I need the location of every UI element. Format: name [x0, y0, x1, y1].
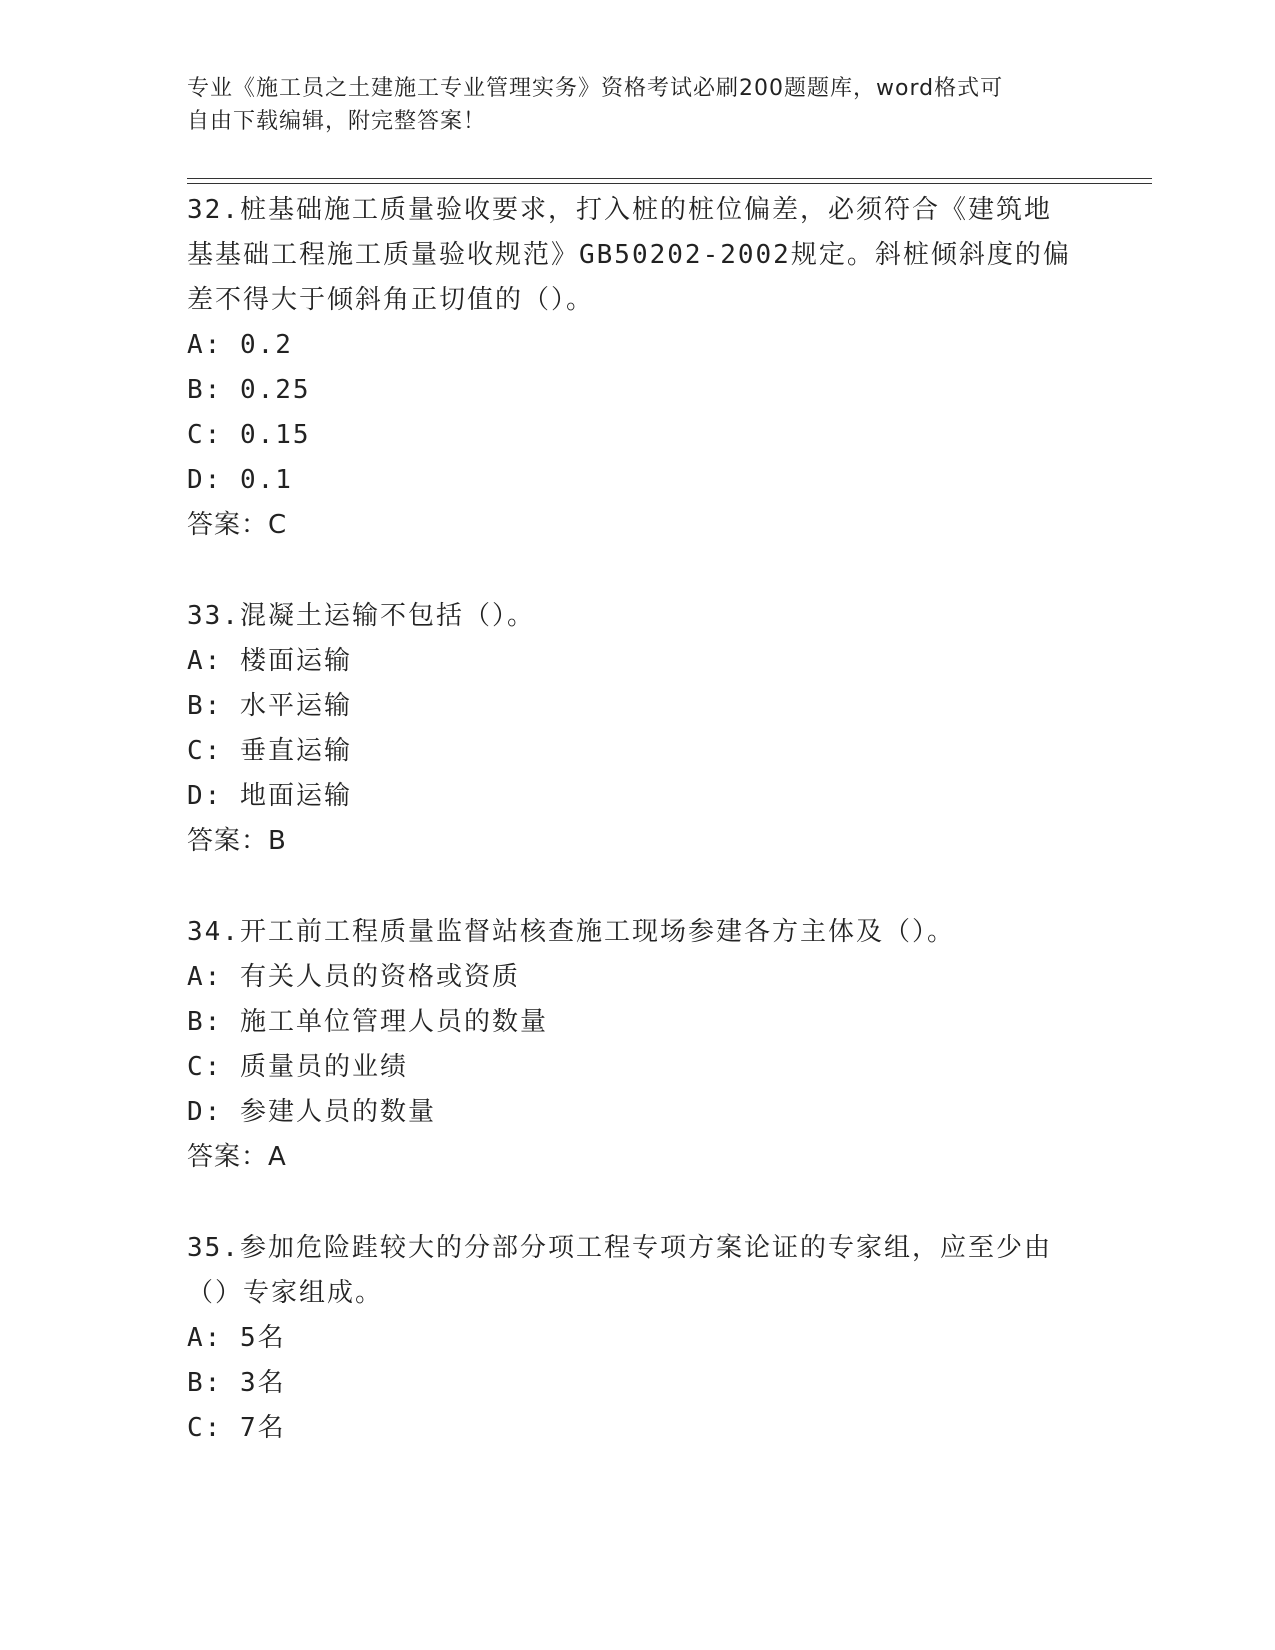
- option-d: D: 0.1: [187, 465, 293, 495]
- option-a: A: 5名: [187, 1323, 286, 1353]
- option-c: C: 质量员的业绩: [187, 1052, 408, 1082]
- question-34: [187, 910, 1087, 1180]
- option-b: B: 3名: [187, 1368, 286, 1398]
- option-a: A: 0.2: [187, 330, 293, 360]
- header-divider-bottom: [187, 183, 1152, 184]
- question-stem-line: 差不得大于倾斜角正切值的（）。: [187, 285, 595, 315]
- option-a: A: 有关人员的资格或资质: [187, 962, 520, 992]
- question-32: [187, 188, 1087, 548]
- question-stem-line: 基基础工程施工质量验收规范》GB50202-2002规定。斜桩倾斜度的偏: [187, 240, 1071, 270]
- header-line-1: 专业《施工员之土建施工专业管理实务》资格考试必刷200题题库，word格式可: [187, 76, 1004, 101]
- option-c: C: 0.15: [187, 420, 311, 450]
- question-stem-line: （）专家组成。: [187, 1278, 384, 1308]
- question-33: [187, 594, 1087, 864]
- option-c: C: 垂直运输: [187, 736, 352, 766]
- option-d: D: 地面运输: [187, 781, 352, 811]
- question-stem-line: 32.桩基础施工质量验收要求，打入桩的桩位偏差，必须符合《建筑地: [187, 195, 1052, 225]
- option-b: B: 施工单位管理人员的数量: [187, 1007, 548, 1037]
- document-header: [187, 72, 1087, 138]
- option-c: C: 7名: [187, 1413, 286, 1443]
- header-divider-top: [187, 178, 1152, 179]
- option-d: D: 参建人员的数量: [187, 1097, 436, 1127]
- answer-line: 答案：C: [187, 510, 288, 540]
- question-stem-line: 35.参加危险跬较大的分部分项工程专项方案论证的专家组，应至少由: [187, 1233, 1052, 1263]
- question-35: [187, 1226, 1087, 1451]
- header-line-2: 自由下载编辑，附完整答案！: [187, 109, 487, 134]
- question-stem-line: 34.开工前工程质量监督站核查施工现场参建各方主体及（）。: [187, 917, 955, 947]
- option-b: B: 水平运输: [187, 691, 352, 721]
- answer-line: 答案：B: [187, 826, 287, 856]
- option-a: A: 楼面运输: [187, 646, 352, 676]
- question-stem-line: 33.混凝土运输不包括（）。: [187, 601, 535, 631]
- question-list: [187, 188, 1087, 1497]
- answer-line: 答案：A: [187, 1142, 287, 1172]
- option-b: B: 0.25: [187, 375, 311, 405]
